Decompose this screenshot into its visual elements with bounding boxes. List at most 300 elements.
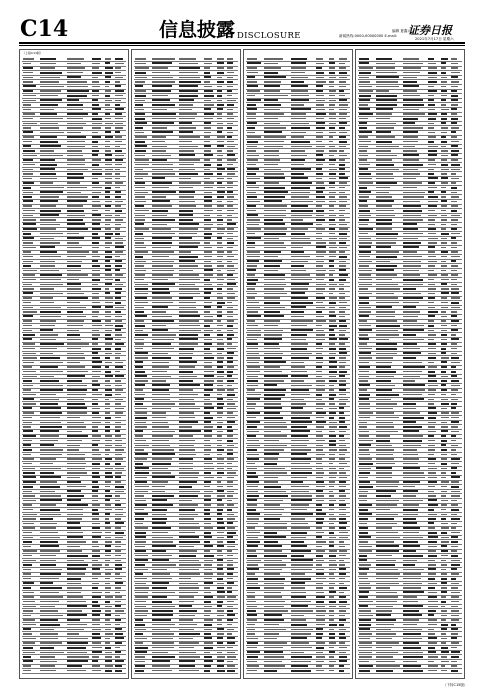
table-cell-text	[329, 647, 334, 648]
table-cell-text	[217, 219, 223, 221]
table-cell-text	[23, 560, 36, 561]
table-cell-text	[264, 334, 282, 335]
table-cell-text	[92, 343, 98, 344]
table-cell-text	[316, 316, 324, 317]
table-cell-text	[92, 481, 98, 483]
table-cell-text	[451, 578, 456, 580]
table-cell-text	[179, 122, 192, 124]
table-cell-text	[67, 656, 89, 657]
table-cell-text	[135, 523, 143, 524]
table-cell-text	[92, 361, 102, 363]
table-cell-text	[135, 104, 143, 106]
table-cell-text	[152, 77, 173, 78]
table-cell-text	[359, 398, 369, 400]
table-cell-text	[135, 233, 143, 235]
table-cell-text	[217, 380, 223, 381]
table-cell-text	[105, 292, 110, 294]
table-cell-text	[179, 440, 195, 441]
table-cell-text	[227, 518, 235, 519]
table-cell-text	[217, 509, 223, 511]
table-cell-text	[359, 200, 367, 202]
table-cell-text	[329, 357, 335, 359]
table-cell-text	[316, 408, 323, 409]
table-cell-text	[92, 123, 102, 124]
table-cell-text	[247, 311, 258, 312]
table-cell-text	[359, 67, 373, 68]
table-cell-text	[359, 546, 372, 547]
table-cell-text	[152, 228, 171, 229]
table-cell-text	[291, 219, 303, 220]
table-cell-text	[329, 297, 337, 298]
table-cell-text	[204, 173, 213, 175]
table-cell-text	[105, 476, 113, 478]
table-cell-text	[152, 481, 168, 482]
table-cell-text	[152, 256, 169, 257]
table-cell-text	[316, 472, 324, 473]
table-cell-text	[403, 472, 424, 473]
table-cell-text	[135, 430, 143, 432]
table-cell-text	[428, 233, 436, 234]
table-cell-text	[339, 431, 346, 432]
table-cell-text	[40, 238, 54, 239]
table-cell-text	[291, 357, 309, 359]
table-cell-text	[152, 339, 174, 340]
table-cell-text	[247, 256, 260, 257]
table-cell-text	[217, 67, 224, 68]
table-cell-text	[316, 118, 324, 119]
table-cell-text	[227, 127, 232, 129]
table-cell-text	[115, 320, 122, 321]
table-cell-text	[441, 661, 449, 662]
table-cell-text	[329, 307, 335, 308]
table-cell-text	[152, 62, 172, 64]
table-cell-text	[329, 279, 334, 281]
table-cell-text	[441, 454, 447, 455]
table-cell-text	[67, 468, 85, 469]
table-cell-text	[92, 624, 100, 625]
table-cell-text	[92, 440, 100, 441]
table-cell-text	[376, 261, 390, 262]
table-cell-text	[428, 99, 434, 101]
table-cell-text	[329, 251, 336, 252]
table-cell-text	[67, 90, 89, 92]
table-cell-text	[23, 357, 37, 358]
table-cell-text	[92, 583, 99, 584]
table-cell-text	[179, 509, 195, 511]
table-cell-text	[403, 316, 418, 317]
table-row	[246, 669, 350, 674]
table-cell-text	[204, 297, 210, 299]
table-cell-text	[152, 164, 173, 165]
table-cell-text	[179, 430, 201, 432]
table-cell-text	[115, 85, 121, 87]
table-cell-text	[23, 353, 36, 354]
table-cell-text	[67, 237, 84, 239]
table-cell-text	[329, 123, 336, 124]
table-cell-text	[227, 435, 233, 436]
table-cell-text	[403, 288, 416, 290]
table-cell-text	[291, 532, 307, 534]
table-cell-text	[227, 113, 233, 114]
table-cell-text	[403, 435, 423, 436]
table-cell-text	[23, 472, 35, 474]
table-cell-text	[204, 375, 214, 377]
table-cell-text	[115, 316, 122, 317]
table-cell-text	[152, 449, 174, 450]
table-cell-text	[179, 495, 198, 497]
table-cell-text	[376, 76, 399, 78]
table-cell-text	[247, 228, 261, 229]
table-cell-text	[403, 481, 420, 483]
table-cell-text	[376, 614, 391, 616]
table-cell-text	[227, 330, 233, 331]
table-cell-text	[403, 555, 423, 557]
table-cell-text	[441, 647, 448, 649]
table-cell-text	[359, 251, 371, 253]
table-cell-text	[339, 495, 346, 496]
table-cell-text	[92, 490, 98, 492]
table-cell-text	[40, 624, 60, 626]
table-cell-text	[359, 256, 370, 257]
table-cell-text	[23, 315, 33, 317]
table-cell-text	[115, 472, 122, 473]
table-cell-text	[451, 284, 457, 285]
table-cell-text	[179, 583, 198, 584]
table-cell-text	[441, 127, 448, 128]
table-cell-text	[247, 214, 258, 216]
table-cell-text	[135, 546, 145, 547]
table-cell-text	[291, 463, 310, 464]
table-cell-text	[67, 601, 86, 602]
table-cell-text	[152, 113, 176, 115]
table-cell-text	[115, 660, 124, 662]
table-cell-text	[179, 642, 199, 643]
table-cell-text	[23, 81, 33, 82]
table-cell-text	[105, 509, 112, 510]
table-cell-text	[204, 63, 212, 64]
table-cell-text	[67, 155, 83, 156]
table-cell-text	[23, 463, 32, 464]
table-cell-text	[291, 261, 308, 262]
table-cell-text	[23, 104, 31, 105]
table-cell-text	[227, 670, 235, 672]
table-cell-text	[40, 476, 61, 478]
table-cell-text	[428, 90, 437, 92]
table-cell-text	[92, 288, 101, 290]
table-cell-text	[23, 550, 37, 551]
table-cell-text	[92, 384, 100, 386]
table-cell-text	[40, 417, 60, 418]
table-cell-text	[264, 472, 287, 473]
table-cell-text	[339, 463, 347, 464]
table-cell-text	[227, 389, 234, 390]
table-cell-text	[105, 454, 109, 455]
table-cell-text	[291, 619, 306, 620]
table-cell-text	[67, 458, 85, 459]
table-cell-text	[40, 182, 53, 183]
table-cell-text	[105, 100, 112, 101]
table-cell-text	[316, 431, 322, 432]
table-cell-text	[264, 555, 287, 557]
table-cell-text	[23, 200, 33, 202]
table-cell-text	[441, 297, 447, 298]
table-cell-text	[291, 201, 313, 202]
table-cell-text	[451, 568, 457, 570]
table-cell-text	[376, 426, 394, 427]
table-cell-text	[441, 72, 446, 74]
table-cell-text	[204, 477, 214, 478]
table-cell-text	[227, 58, 233, 59]
table-cell-text	[403, 219, 423, 220]
table-cell-text	[339, 265, 346, 266]
table-cell-text	[23, 90, 33, 92]
table-cell-text	[67, 578, 81, 580]
table-cell-text	[316, 210, 324, 212]
table-cell-text	[23, 136, 34, 137]
table-cell-text	[316, 85, 323, 87]
table-cell-text	[428, 486, 435, 487]
table-cell-text	[451, 665, 457, 666]
table-cell-text	[428, 104, 435, 106]
table-cell-text	[105, 283, 112, 285]
table-cell-text	[441, 417, 449, 418]
table-cell-text	[316, 509, 322, 511]
table-cell-text	[451, 445, 458, 446]
table-cell-text	[441, 104, 446, 105]
table-cell-text	[217, 173, 222, 175]
table-cell-text	[217, 233, 224, 234]
table-cell-text	[247, 647, 257, 648]
table-cell-text	[264, 463, 277, 465]
table-cell-text	[152, 389, 169, 391]
table-cell-text	[451, 169, 460, 170]
table-cell-text	[115, 233, 120, 235]
table-cell-text	[403, 449, 417, 450]
table-cell-text	[67, 219, 83, 221]
table-cell-text	[227, 279, 235, 280]
table-cell-text	[179, 223, 199, 225]
table-cell-text	[92, 63, 100, 64]
table-cell-text	[247, 670, 257, 671]
table-cell-text	[376, 284, 398, 285]
table-cell-text	[227, 647, 233, 648]
table-cell-text	[179, 468, 193, 469]
table-cell-text	[92, 67, 99, 68]
table-cell-text	[403, 560, 417, 561]
table-cell-text	[376, 440, 390, 442]
table-cell-text	[135, 95, 146, 97]
table-cell-text	[152, 136, 166, 137]
table-cell-text	[339, 219, 345, 220]
table-cell-text	[441, 394, 446, 395]
table-cell-text	[135, 100, 145, 101]
table-cell-text	[217, 407, 223, 409]
table-cell-text	[359, 99, 370, 101]
table-cell-text	[40, 284, 63, 285]
table-cell-text	[264, 63, 278, 64]
table-cell-text	[316, 302, 323, 303]
table-cell-text	[376, 596, 398, 597]
table-cell-text	[152, 380, 166, 381]
table-cell-text	[67, 573, 85, 574]
table-cell-text	[403, 514, 418, 515]
table-cell-text	[451, 187, 457, 189]
table-cell-text	[67, 522, 80, 524]
table-cell-text	[316, 440, 325, 441]
table-cell-text	[23, 647, 33, 649]
table-cell-text	[359, 541, 368, 542]
table-cell-text	[316, 58, 323, 59]
table-cell-text	[135, 559, 148, 561]
table-cell-text	[329, 468, 336, 469]
table-cell-text	[359, 509, 368, 511]
table-cell-text	[105, 67, 113, 69]
table-cell-text	[403, 426, 422, 428]
table-cell-text	[291, 403, 306, 404]
table-cell-text	[329, 77, 336, 78]
table-cell-text	[217, 58, 224, 59]
table-cell-text	[376, 389, 392, 391]
table-cell-text	[152, 85, 172, 87]
table-cell-text	[359, 118, 368, 119]
table-cell-text	[451, 476, 460, 478]
table-cell-text	[428, 274, 437, 275]
table-cell-text	[441, 523, 448, 524]
table-cell-text	[428, 472, 436, 473]
table-cell-text	[135, 136, 147, 137]
table-cell-text	[152, 476, 175, 478]
table-cell-text	[135, 371, 145, 373]
table-cell-text	[217, 205, 224, 206]
table-cell-text	[67, 610, 82, 611]
table-cell-text	[316, 95, 324, 96]
table-cell-text	[329, 486, 334, 487]
table-cell-text	[115, 601, 121, 602]
table-cell-text	[152, 499, 167, 501]
table-cell-text	[152, 592, 175, 593]
table-cell-text	[179, 104, 193, 105]
table-cell-text	[23, 366, 32, 367]
table-cell-text	[291, 233, 305, 235]
table-cell-text	[329, 58, 334, 59]
table-cell-text	[40, 587, 62, 589]
table-cell-text	[441, 265, 447, 266]
table-cell-text	[105, 247, 110, 248]
table-cell-text	[403, 63, 423, 64]
table-cell-text	[428, 109, 435, 110]
table-cell-text	[135, 509, 144, 510]
table-cell-text	[291, 141, 310, 143]
table-cell-text	[217, 86, 222, 87]
table-cell-text	[339, 269, 346, 271]
table-cell-text	[291, 513, 313, 515]
table-cell-text	[441, 302, 448, 303]
table-cell-text	[376, 376, 394, 377]
table-cell-text	[291, 329, 313, 331]
table-cell-text	[227, 77, 233, 78]
table-cell-text	[376, 545, 399, 547]
table-cell-text	[217, 660, 224, 662]
table-cell-text	[23, 274, 35, 275]
table-cell-text	[359, 108, 370, 110]
table-cell-text	[329, 444, 336, 446]
table-cell-text	[339, 146, 346, 147]
table-cell-text	[428, 550, 436, 551]
table-cell-text	[247, 458, 259, 460]
table-cell-text	[135, 384, 145, 386]
table-cell-text	[135, 297, 147, 299]
table-cell-text	[247, 146, 257, 147]
table-cell-text	[92, 265, 100, 267]
table-cell-text	[403, 366, 425, 368]
table-cell-text	[152, 81, 175, 82]
table-cell-text	[135, 518, 144, 520]
table-cell-text	[291, 77, 308, 78]
table-cell-text	[105, 472, 112, 474]
table-cell-text	[316, 307, 325, 308]
table-cell-text	[135, 422, 146, 423]
table-cell-text	[152, 486, 165, 487]
table-cell-text	[329, 238, 337, 239]
table-cell-text	[217, 481, 221, 482]
table-cell-text	[204, 596, 213, 598]
table-cell-text	[40, 334, 58, 335]
table-cell-text	[67, 504, 88, 506]
table-cell-text	[115, 215, 120, 216]
table-cell-text	[204, 348, 210, 350]
table-cell-text	[451, 164, 460, 166]
table-cell-text	[291, 67, 306, 68]
table-cell-text	[23, 164, 35, 165]
table-cell-text	[105, 445, 112, 446]
table-cell-text	[403, 99, 423, 101]
table-cell-text	[403, 394, 422, 395]
table-cell-text	[339, 500, 345, 501]
table-cell-text	[115, 463, 121, 465]
table-cell-text	[291, 670, 311, 672]
table-cell-text	[152, 150, 166, 151]
table-cell-text	[291, 182, 312, 184]
table-cell-text	[92, 629, 101, 630]
table-cell-text	[115, 541, 121, 542]
table-cell-text	[135, 251, 148, 252]
table-cell-text	[359, 205, 368, 206]
table-cell-text	[247, 389, 255, 390]
table-cell-text	[179, 63, 198, 64]
table-cell-text	[67, 366, 85, 367]
table-cell-text	[204, 316, 213, 317]
table-cell-text	[179, 481, 197, 483]
table-cell-text	[376, 435, 390, 436]
table-cell-text	[227, 338, 232, 340]
table-cell-text	[227, 293, 235, 294]
table-cell-text	[247, 385, 258, 386]
table-cell-text	[227, 440, 233, 442]
table-cell-text	[179, 596, 194, 597]
table-cell-text	[316, 665, 322, 666]
table-cell-text	[451, 233, 460, 234]
table-cell-text	[105, 242, 112, 243]
table-cell-text	[359, 555, 367, 557]
table-cell-text	[376, 58, 392, 60]
table-cell-text	[67, 123, 86, 124]
table-cell-text	[92, 330, 99, 331]
table-cell-text	[40, 629, 54, 630]
table-cell-text	[152, 362, 169, 363]
table-cell-text	[40, 578, 59, 579]
table-cell-text	[115, 619, 121, 621]
table-cell-text	[264, 564, 286, 565]
